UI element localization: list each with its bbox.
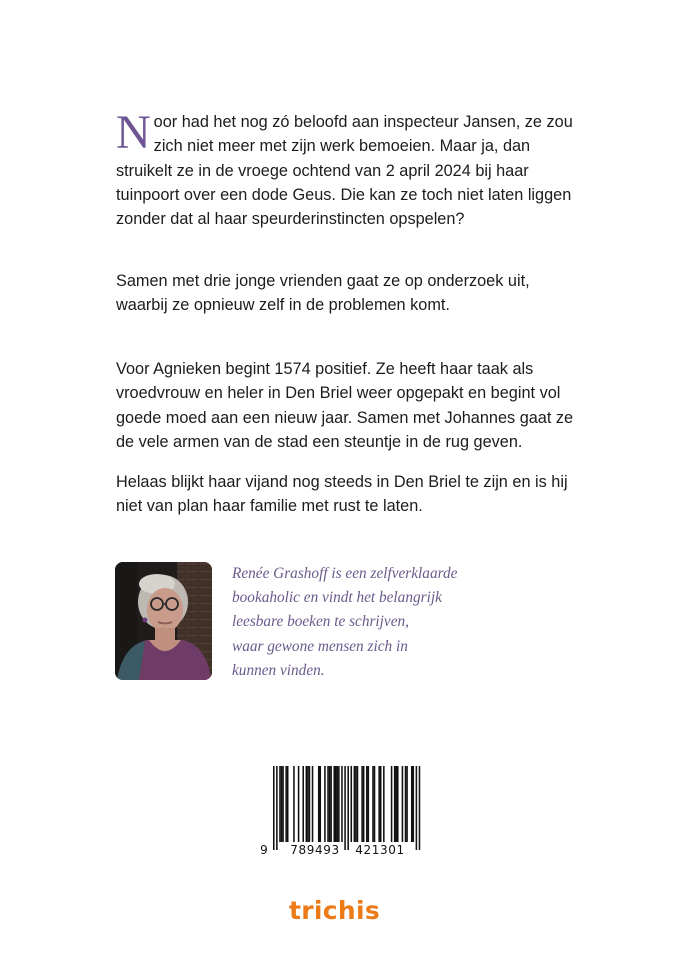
barcode-bar bbox=[344, 766, 346, 850]
barcode-bar bbox=[330, 766, 332, 842]
barcode-bar bbox=[276, 766, 278, 850]
barcode-bar bbox=[281, 766, 283, 842]
barcode-bar bbox=[318, 766, 320, 842]
barcode-bar bbox=[380, 766, 382, 842]
blurb-paragraph-3: Voor Agnieken begint 1574 positief. Ze heeft haar taak als vroedvrouw en heler in Den Briel weer opgepakt en begint vol goede moed aan een nieuw jaar. Samen met Johannes gaat ze de vele armen van de stad een steuntje in de rug geven. bbox=[116, 360, 574, 451]
barcode-digits-right: 421301 bbox=[355, 843, 405, 857]
author-bio-line: Renée Grashoff is een zelfverklaarde bbox=[232, 565, 458, 582]
barcode-bar bbox=[279, 766, 281, 842]
barcode-bar bbox=[363, 766, 365, 842]
author-portrait-icon bbox=[115, 562, 212, 680]
blurb-paragraph-4: Helaas blijkt haar vijand nog steeds in Den Briel te zijn en is hij niet van plan haar familie met rust te laten. bbox=[116, 473, 568, 516]
barcode-icon bbox=[256, 764, 421, 860]
isbn-barcode bbox=[256, 764, 421, 860]
barcode-bar bbox=[282, 766, 284, 842]
barcode-bar bbox=[298, 766, 300, 842]
blurb-paragraph-1 bbox=[116, 106, 576, 231]
barcode-digit-first: 9 bbox=[260, 843, 268, 857]
barcode-bar bbox=[324, 766, 326, 842]
publisher-logo: trichis bbox=[289, 896, 381, 925]
barcode-bar bbox=[338, 766, 340, 842]
barcode-bar bbox=[372, 766, 374, 842]
barcode-bar bbox=[361, 766, 363, 842]
barcode-bar bbox=[374, 766, 376, 842]
barcode-bar bbox=[378, 766, 380, 842]
barcode-bar bbox=[402, 766, 404, 842]
barcode-bar bbox=[293, 766, 295, 842]
barcode-bar bbox=[273, 766, 275, 850]
barcode-bar bbox=[351, 766, 353, 842]
barcode-bar bbox=[405, 766, 407, 842]
barcode-bar bbox=[341, 766, 343, 842]
barcode-bar bbox=[306, 766, 308, 842]
barcode-bar bbox=[312, 766, 314, 842]
barcode-bar bbox=[333, 766, 335, 842]
barcode-digits-left: 789493 bbox=[290, 843, 340, 857]
barcode-bar bbox=[309, 766, 311, 842]
barcode-bar bbox=[320, 766, 322, 842]
barcode-bar bbox=[355, 766, 357, 842]
barcode-bar bbox=[368, 766, 370, 842]
barcode-bar bbox=[347, 766, 349, 850]
author-bio-line: leesbare boeken te schrijven, bbox=[232, 613, 409, 631]
blurb-paragraph-1-text: oor had het nog zó beloofd aan inspecteur Jansen, ze zou zich niet meer met zijn werk bemoeien. Maar ja, dan struikelt ze in de vroege ochtend van 2 april 2024 bij haar tuinpoort over een dode Geus. Die kan ze toch niet laten liggen zonder dat al haar speurderinstincten opspelen? bbox=[116, 113, 573, 229]
barcode-bar bbox=[411, 766, 413, 842]
blurb-paragraph-2: Samen met drie jonge vrienden gaat ze op onderzoek uit, waarbij ze opnieuw zelf in de problemen komt. bbox=[116, 272, 530, 315]
barcode-bar bbox=[413, 766, 415, 842]
barcode-bar bbox=[391, 766, 393, 842]
author-photo bbox=[115, 562, 212, 680]
barcode-bar bbox=[327, 766, 329, 842]
barcode-bar bbox=[397, 766, 399, 842]
barcode-bar bbox=[302, 766, 304, 842]
barcode-bar bbox=[394, 766, 396, 842]
barcode-bar bbox=[329, 766, 331, 842]
barcode-bar bbox=[406, 766, 408, 842]
barcode-bar bbox=[337, 766, 339, 842]
drop-cap: N bbox=[116, 106, 151, 159]
barcode-bar bbox=[366, 766, 368, 842]
barcode-bar bbox=[419, 766, 421, 850]
author-bio-line: bookaholic en vindt het belangrijk bbox=[232, 589, 442, 607]
barcode-bar bbox=[383, 766, 385, 842]
barcode-bar bbox=[307, 766, 309, 842]
author-bio bbox=[232, 562, 532, 683]
barcode-bar bbox=[357, 766, 359, 842]
barcode-bar bbox=[416, 766, 418, 850]
barcode-bar bbox=[335, 766, 337, 842]
barcode-bar bbox=[285, 766, 287, 842]
barcode-bar bbox=[395, 766, 397, 842]
author-bio-line: kunnen vinden. bbox=[232, 661, 325, 679]
barcode-bar bbox=[287, 766, 289, 842]
author-bio-line: waar gewone mensen zich in bbox=[232, 637, 408, 655]
barcode-bar bbox=[354, 766, 356, 842]
